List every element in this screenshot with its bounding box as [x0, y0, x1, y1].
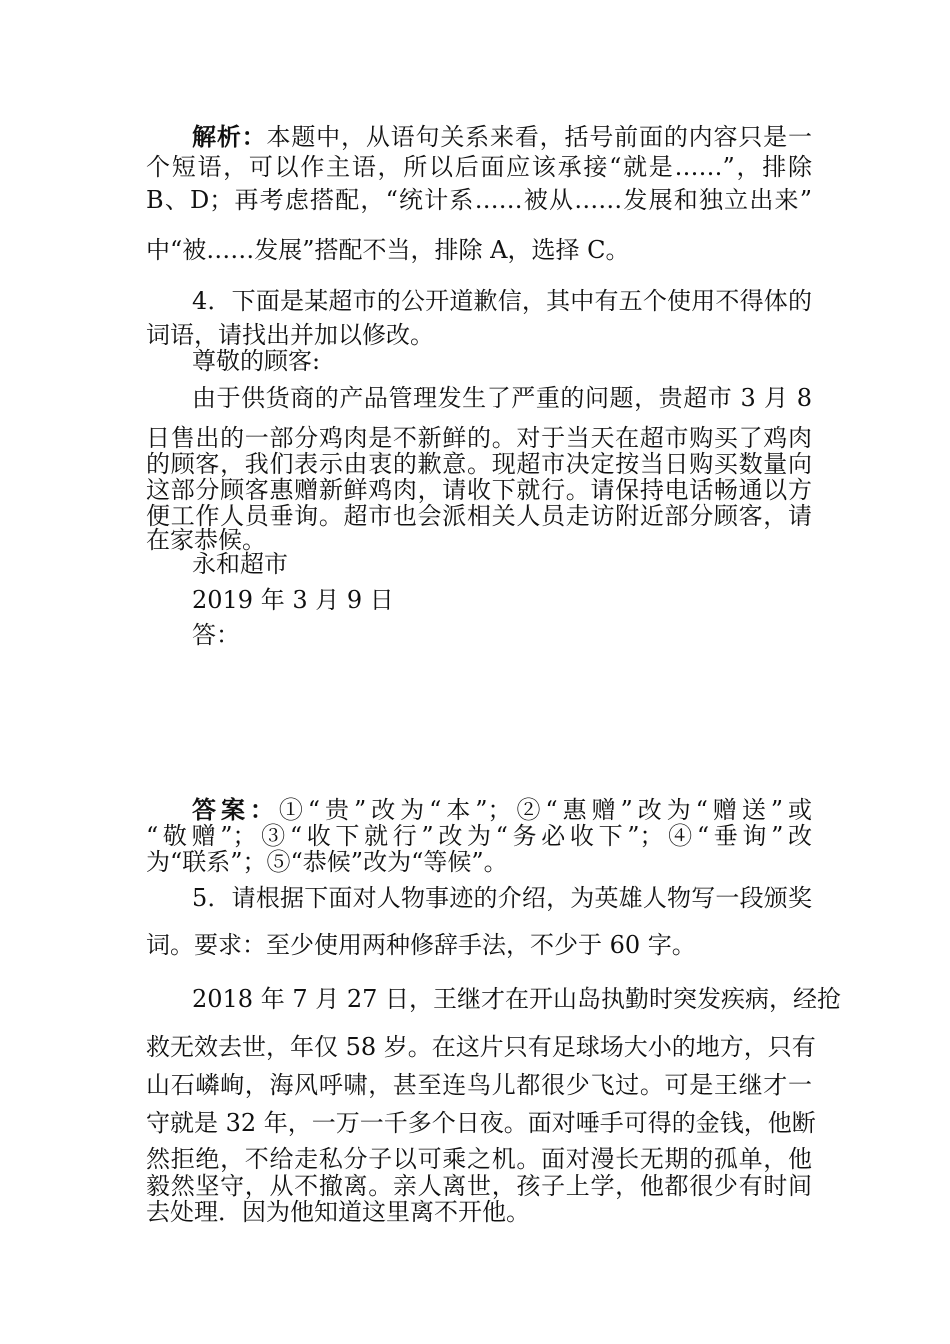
letter-body-line: 的顾客，我们表示由衷的歉意。现超市决定按当日购买数量向: [146, 450, 812, 478]
passage-line: 救无效去世，年仅 58 岁。在这片只有足球场大小的地方，只有: [146, 1033, 816, 1061]
letter-date: 2019 年 3 月 9 日: [192, 586, 394, 614]
passage-line: 守就是 32 年，一万一千多个日夜。面对唾手可得的金钱，他断: [146, 1109, 816, 1137]
analysis-line: 个短语，可以作主语，所以后面应该承接“就是……”，排除: [146, 153, 812, 181]
answer-line: 答案：①“贵”改为“本”；②“惠赠”改为“赠送”或: [192, 795, 813, 824]
letter-signature: 永和超市: [192, 550, 288, 578]
analysis-line: B、D；再考虑搭配，“统计系……被从……发展和独立出来”: [146, 186, 812, 214]
analysis-line: 解析：本题中，从语句关系来看，括号前面的内容只是一: [192, 122, 812, 151]
passage-line: 2018 年 7 月 27 日，王继才在开山岛执勤时突发疾病，经抢: [192, 985, 842, 1013]
answer-line: “敬赠”；③“收下就行”改为“务必收下”；④“垂询”改: [146, 822, 812, 850]
question-4-prompt: 词语，请找出并加以修改。: [146, 321, 434, 349]
passage-line: 毅然坚守，从不撤离。亲人离世，孩子上学，他都很少有时间: [146, 1172, 812, 1200]
question-4-prompt: 4．下面是某超市的公开道歉信，其中有五个使用不得体的: [192, 287, 812, 315]
answer-prompt: 答：: [192, 621, 240, 649]
letter-body-line: 由于供货商的产品管理发生了严重的问题，贵超市 3 月 8: [192, 384, 812, 412]
letter-salutation: 尊敬的顾客:: [192, 347, 321, 375]
letter-body-line: 这部分顾客惠赠新鲜鸡肉，请收下就行。请保持电话畅通以方: [146, 476, 812, 504]
letter-body-line: 在家恭候。: [146, 526, 266, 554]
answer-label: 答案：: [192, 795, 279, 824]
question-5-prompt: 词。要求：至少使用两种修辞手法，不少于 60 字。: [146, 931, 696, 959]
analysis-label: 解析：: [192, 122, 267, 151]
analysis-line: 中“被……发展”搭配不当，排除 A，选择 C。: [146, 236, 630, 264]
answer-line: 为“联系”；⑤“恭候”改为“等候”。: [146, 848, 508, 876]
passage-line: 去处理．因为他知道这里离不开他。: [146, 1198, 530, 1226]
passage-line: 山石嶙峋，海风呼啸，甚至连鸟儿都很少飞过。可是王继才一: [146, 1071, 812, 1099]
question-5-prompt: 5．请根据下面对人物事迹的介绍，为英雄人物写一段颁奖: [192, 884, 812, 912]
passage-line: 然拒绝，不给走私分子以可乘之机。面对漫长无期的孤单，他: [146, 1145, 812, 1173]
letter-body-line: 便工作人员垂询。超市也会派相关人员走访附近部分顾客，请: [146, 502, 812, 530]
letter-body-line: 日售出的一部分鸡肉是不新鲜的。对于当天在超市购买了鸡肉: [146, 424, 812, 452]
